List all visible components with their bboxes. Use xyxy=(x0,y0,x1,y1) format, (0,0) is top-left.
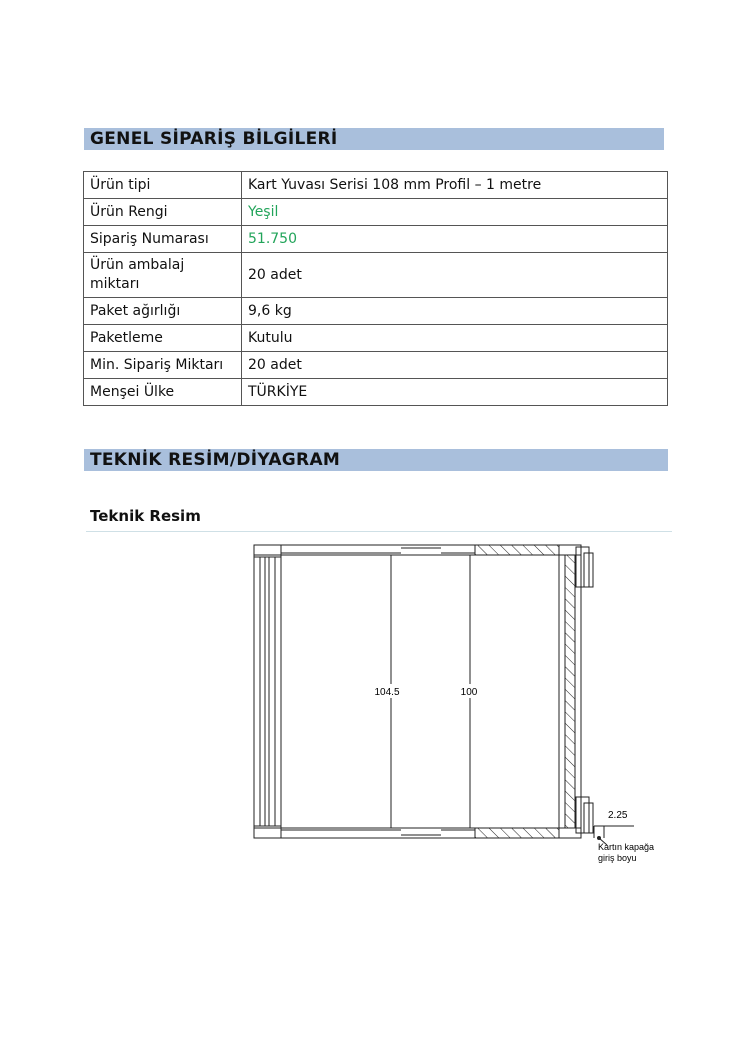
row-label: Ürün ambalaj miktarı xyxy=(84,253,242,298)
row-label: Sipariş Numarası xyxy=(84,226,242,253)
dim-outer-label: 104.5 xyxy=(374,687,400,698)
section-title-technical: TEKNİK RESİM/DİYAGRAM xyxy=(84,449,668,471)
row-label: Ürün Rengi xyxy=(84,199,242,226)
row-value: TÜRKİYE xyxy=(242,379,668,406)
row-value: 20 adet xyxy=(242,352,668,379)
row-value: Yeşil xyxy=(242,199,668,226)
row-label: Paket ağırlığı xyxy=(84,298,242,325)
row-label: Menşei Ülke xyxy=(84,379,242,406)
section-title-general: GENEL SİPARİŞ BİLGİLERİ xyxy=(84,128,664,150)
row-label: Paketleme xyxy=(84,325,242,352)
row-value: 20 adet xyxy=(242,253,668,298)
row-value: Kutulu xyxy=(242,325,668,352)
row-value: Kart Yuvası Serisi 108 mm Profil – 1 metre xyxy=(242,172,668,199)
dim-small-label: 2.25 xyxy=(608,810,628,821)
row-label: Min. Sipariş Miktarı xyxy=(84,352,242,379)
drawing-title: Teknik Resim xyxy=(90,507,201,525)
row-value: 9,6 kg xyxy=(242,298,668,325)
row-value: 51.750 xyxy=(242,226,668,253)
note-line-1: Kartın kapağa xyxy=(598,842,655,852)
dim-inner-label: 100 xyxy=(460,687,478,698)
profile-outline xyxy=(254,545,581,838)
note-line-2: giriş boyu xyxy=(598,853,637,863)
row-label: Ürün tipi xyxy=(84,172,242,199)
